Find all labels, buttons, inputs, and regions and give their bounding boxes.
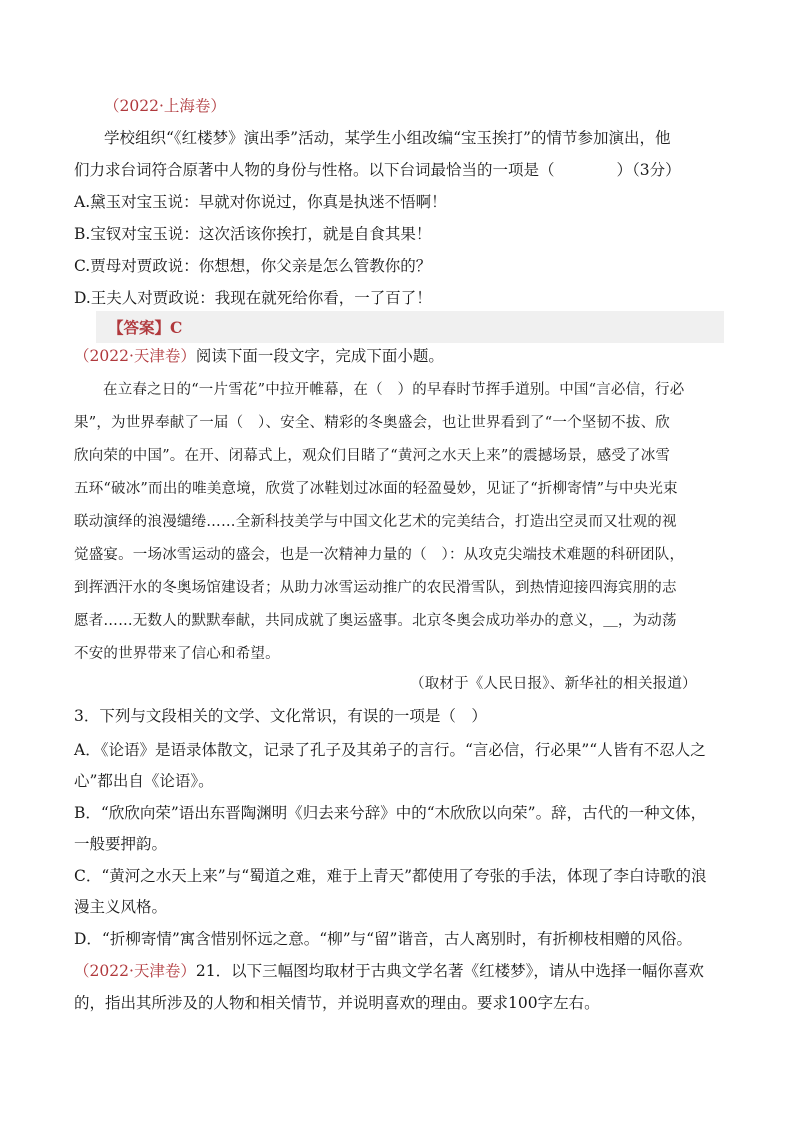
answer-label: 【答案】 (108, 318, 171, 337)
option-c-continued: 漫主义风格。 (74, 898, 168, 916)
option-c: C.贾母对贾政说：你想想，你父亲是怎么管教你的？ (74, 257, 432, 275)
passage-line: 果”，为世界奉献了一届（ ）、安全、精彩的冬奥盛会，也让世界看到了“一个坚韧不拔、欣 (74, 415, 670, 431)
answer-value: C (170, 318, 183, 337)
option-b: B．“欣欣向荣”语出东晋陶渊明《归去来兮辞》中的“木欣欣以向荣”。辞，古代的一种文体， (74, 804, 707, 822)
passage-line: 欣向荣的中国”。在开、闭幕式上，观众们目睹了“黄河之水天上来”的震撼场景，感受了冰雪 (74, 448, 671, 464)
question-stem-continued: 的，指出其所涉及的人物和相关情节，并说明喜欢的理由。要求100字左右。 (74, 994, 600, 1012)
question-stem: 学校组织“《红楼梦》演出季”活动，某学生小组改编“宝玉挨打”的情节参加演出，他 (104, 129, 671, 147)
option-a: A．《论语》是语录体散文，记录了孔子及其弟子的言行。“言必信，行必果”“人皆有不忍人之 (74, 741, 706, 759)
question-stem: 们力求台词符合原著中人物的身份与性格。以下台词最恰当的一项是（ ）（3分） (74, 161, 681, 179)
passage-line: 联动演绎的浪漫缱绻……全新科技美学与中国文化艺术的完美结合，打造出空灵而又壮观的视 (74, 514, 677, 530)
option-b: B.宝钗对宝玉说：这次活该你挨打，就是自食其果！ (74, 225, 432, 243)
option-a: A.黛玉对宝玉说：早就对你说过，你真是执迷不悟啊！ (74, 193, 447, 211)
answer (108, 316, 182, 338)
passage-citation: （取材于《人民日报》、新华社的相关报道） (410, 676, 697, 692)
option-a-continued: 心”都出自《论语》。 (74, 772, 214, 790)
passage-line: 不安的世界带来了信心和希望。 (74, 646, 280, 662)
question-intro: 阅读下面一段文字，完成下面小题。 (195, 347, 444, 365)
passage-line: 在立春之日的“一片雪花”中拉开帷幕，在（ ）的早春时节挥手道别。中国“言必信，行必 (103, 382, 685, 398)
passage-line: 到挥洒汗水的冬奥场馆建设者；从助力冰雪运动推广的农民滑雪队，到热情迎接四海宾朋的志 (74, 580, 677, 596)
answer-bar (96, 311, 724, 343)
question-stem: 21．以下三幅图均取材于古典文学名著《红楼梦》，请从中选择一幅你喜欢 (195, 962, 704, 980)
passage-line: 觉盛宴。一场冰雪运动的盛会，也是一次精神力量的（ ）：从攻克尖端技术难题的科研团队， (74, 547, 685, 563)
option-c: C．“黄河之水天上来”与“蜀道之难，难于上青天”都使用了夸张的手法，体现了李白诗歌的浪 (74, 867, 707, 885)
question-header (74, 346, 444, 366)
question-stem: 3．下列与文段相关的文学、文化常识，有误的一项是（ ） (74, 707, 487, 725)
option-d: D．“折柳寄情”寓含惜别怀远之意。“柳”与“留”谐音，古人离别时，有折柳枝相赠的风俗。 (74, 930, 692, 948)
option-d: D.王夫人对贾政说：我现在就死给你看，一了百了！ (74, 289, 432, 307)
passage-line: 五环“破冰”而出的唯美意境，欣赏了冰鞋划过冰面的轻盈曼妙，见证了“折柳寄情”与中央光束 (74, 481, 678, 497)
passage-line: 愿者……无数人的默默奉献，共同成就了奥运盛事。北京冬奥会成功举办的意义，＿，为动荡 (74, 613, 677, 629)
question-header (74, 961, 704, 981)
question-source: （2022·天津卷） (74, 962, 196, 980)
option-b-continued: 一般要押韵。 (74, 835, 168, 853)
question-source: （2022·上海卷） (104, 97, 226, 115)
question-source: （2022·天津卷） (74, 347, 196, 365)
